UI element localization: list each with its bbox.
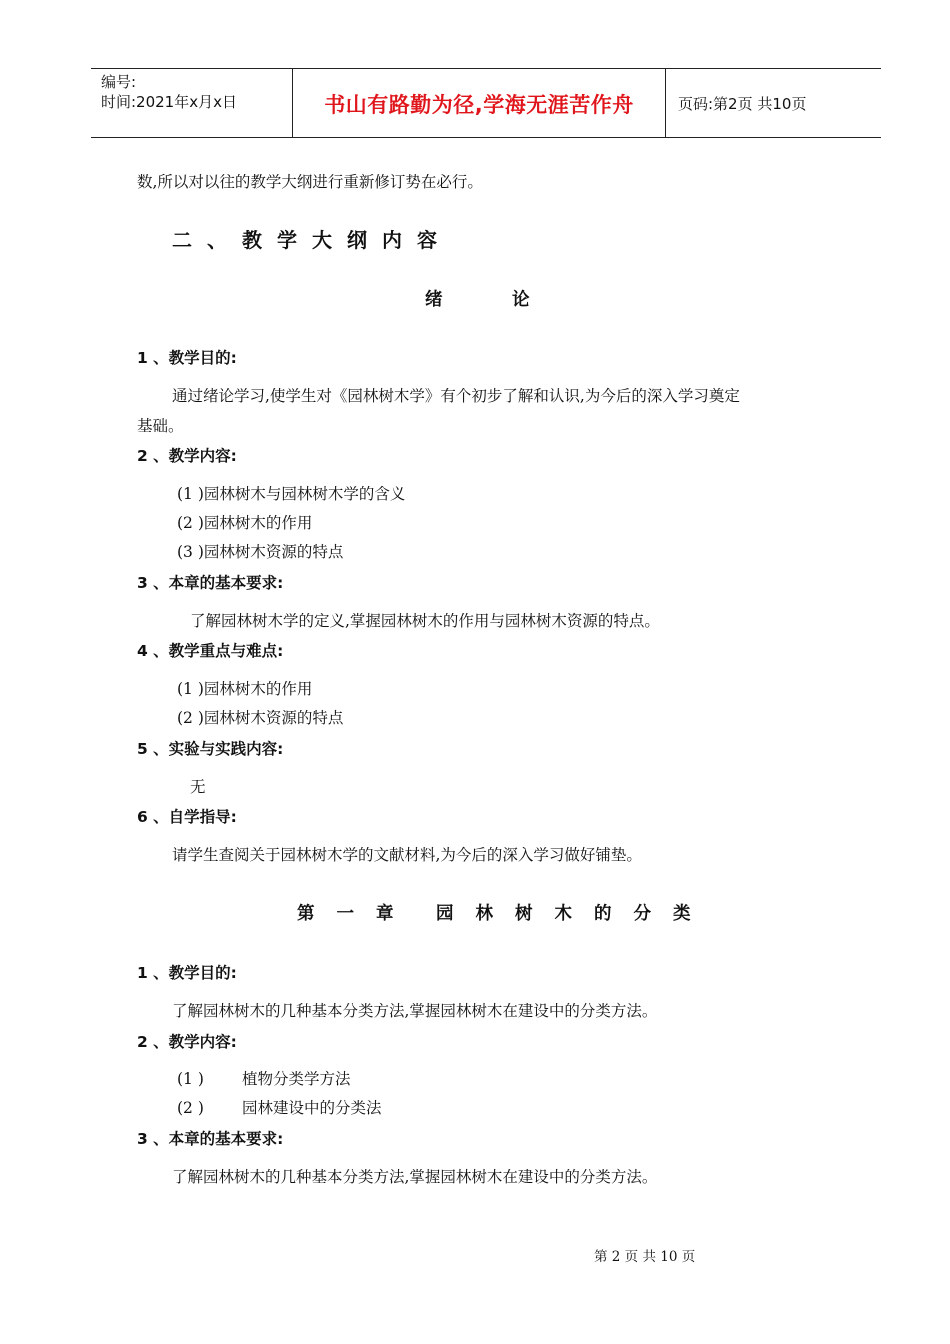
chapter1-title-name: 园林树木的分类 <box>436 904 713 924</box>
header-page-cell <box>666 69 881 137</box>
intro-item2-list-item: (3 )园林树木资源的特点 <box>177 543 344 561</box>
intro-item4-list-item: (2 )园林树木资源的特点 <box>177 709 344 727</box>
intro-item3-label: 3 、本章的基本要求: <box>137 574 284 592</box>
chapter1-item3-label: 3 、本章的基本要求: <box>137 1130 284 1148</box>
intro-item2-label: 2 、教学内容: <box>137 447 237 465</box>
chapter1-title-number: 第一章 <box>297 904 416 924</box>
header-motto: 书山有路勤为径,学海无涯苦作舟 <box>324 93 634 117</box>
intro-item4-list-item: (1 )园林树木的作用 <box>177 680 313 698</box>
intro-item5-text: 无 <box>190 778 206 796</box>
intro-chapter-title-a: 绪 <box>425 290 443 310</box>
chapter1-item2-list-text: 植物分类学方法 <box>242 1070 351 1088</box>
chapter1-item2-list-text: 园林建设中的分类法 <box>242 1099 382 1117</box>
intro-item2-list-item: (2 )园林树木的作用 <box>177 514 313 532</box>
intro-item6-label: 6 、自学指导: <box>137 808 237 826</box>
intro-item4-label: 4 、教学重点与难点: <box>137 642 284 660</box>
intro-item1-text-line2: 基础。 <box>137 417 184 435</box>
document-number-label: 编号: <box>101 73 137 91</box>
chapter1-item2-list-number: (1 ) <box>177 1070 204 1088</box>
document-time-label: 时间:2021年x月x日 <box>101 93 237 111</box>
intro-chapter-title-b: 论 <box>512 290 530 310</box>
chapter1-item3-text: 了解园林树木的几种基本分类方法,掌握园林树木在建设中的分类方法。 <box>172 1168 658 1186</box>
chapter1-item2-label: 2 、教学内容: <box>137 1033 237 1051</box>
intro-item2-list-item: (1 )园林树木与园林树木学的含义 <box>177 485 406 503</box>
page-header <box>91 68 881 138</box>
footer-page-number: 第 2 页 共 10 页 <box>594 1249 696 1265</box>
chapter1-item1-text: 了解园林树木的几种基本分类方法,掌握园林树木在建设中的分类方法。 <box>172 1002 658 1020</box>
section-title: 二、教学大纲内容 <box>172 228 452 252</box>
intro-item1-text-line1: 通过绪论学习,使学生对《园林树木学》有个初步了解和认识,为今后的深入学习奠定 <box>172 387 740 405</box>
header-meta-cell <box>91 69 293 137</box>
intro-tail-paragraph: 数,所以对以往的教学大纲进行重新修订势在必行。 <box>137 173 483 191</box>
intro-item1-label: 1 、教学目的: <box>137 349 237 367</box>
intro-item3-text: 了解园林树木学的定义,掌握园林树木的作用与园林树木资源的特点。 <box>190 612 660 630</box>
intro-item6-text: 请学生查阅关于园林树木学的文献材料,为今后的深入学习做好铺垫。 <box>172 846 642 864</box>
chapter1-item1-label: 1 、教学目的: <box>137 964 237 982</box>
chapter1-item2-list-number: (2 ) <box>177 1099 204 1117</box>
intro-item5-label: 5 、实验与实践内容: <box>137 740 284 758</box>
header-motto-cell <box>293 69 666 137</box>
header-page-info: 页码:第2页 共10页 <box>678 95 807 113</box>
